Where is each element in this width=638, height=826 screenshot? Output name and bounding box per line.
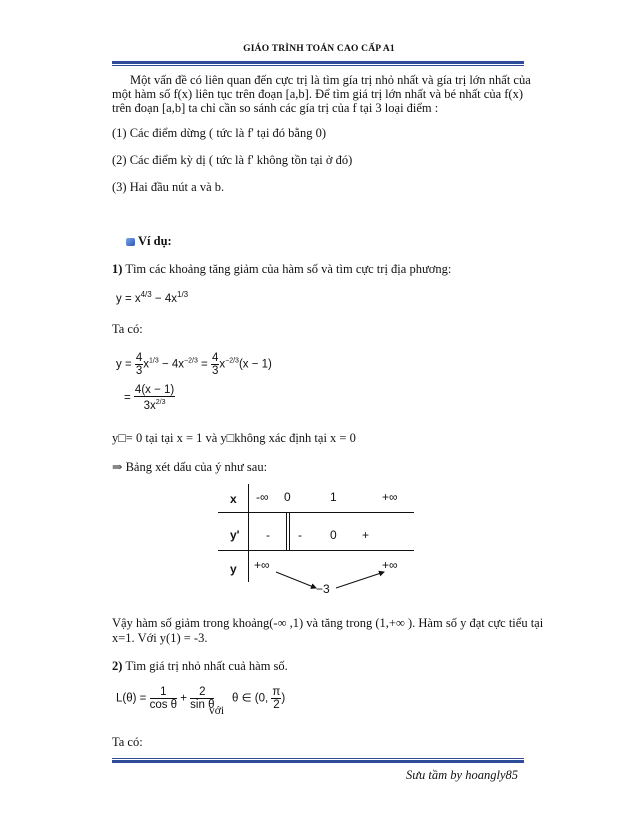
problem2-text: Tìm giá trị nhỏ nhất cuả hàm số. xyxy=(125,659,288,673)
intro-line-3: trên đoạn [a,b] ta chỉ cần so sánh các gía trị của f tại 3 loại điểm : xyxy=(112,101,439,115)
row-y-c2: −3 xyxy=(316,582,330,596)
row-y-c3: +∞ xyxy=(382,558,398,572)
conclusion-line-2: x=1. Với y(1) = -3. xyxy=(112,631,208,645)
row-yp-c2: - xyxy=(298,528,302,542)
page-header: GIÁO TRÌNH TOÁN CAO CẤP A1 xyxy=(243,44,395,54)
sign-table-intro: ⇒ Bảng xét dấu của ý như sau: xyxy=(112,460,268,474)
derivative-line-1: y = $\frac{4}{3}$ $x^{1/3} - 4x^{-2/3}$ = $\frac{4}{3}$ $x^{-2/3}(x - 1)$ xyxy=(116,352,272,377)
problem1-statement xyxy=(112,262,451,277)
intro-line-1: Một vấn đề có liên quan đến cực trị là tìm gía trị nhỏ nhất và gía trị lớn nhất của xyxy=(130,73,531,87)
bullet-icon xyxy=(126,238,135,246)
problem2-number: 2) xyxy=(112,659,123,673)
row-x-c1: -∞ xyxy=(256,490,269,504)
problem1-function: $y = x^{4/3} - 4x^{1/3}$ xyxy=(116,290,189,305)
problem1-text: Tìm các khoảng tăng giảm của hàm số và tìm cực trị địa phương: xyxy=(125,262,452,276)
row-y-label: y xyxy=(230,562,237,576)
example-heading xyxy=(126,234,172,249)
point-2: (2) Các điểm kỳ dị ( tức là f' không tồn tại ở đó) xyxy=(112,153,353,167)
decrease-arrow xyxy=(276,572,316,588)
example-heading-text: Ví dụ: xyxy=(138,234,172,248)
derivative-zero-text: y□= 0 tại tại x = 1 và y□không xác định tại x = 0 xyxy=(112,431,356,445)
point-3: (3) Hai đầu nút a và b. xyxy=(112,180,225,194)
problem2-function: L(θ) = $\frac{1}{\text{cos θ}}$ + $\frac{2}{\text{sin θ}}$ xyxy=(116,686,215,711)
row-y-c1: +∞ xyxy=(254,558,270,572)
problem1-taco: Ta có: xyxy=(112,322,143,336)
footer-credit: Sưu tầm by hoangly85 xyxy=(405,768,518,782)
row-yp-c3: 0 xyxy=(330,528,337,542)
derivative-line-2: = $\frac{4(x - 1)}{3x^{2/3}}$ xyxy=(124,384,175,412)
row-x-label: x xyxy=(230,492,237,506)
problem2-with: với xyxy=(209,705,225,717)
row-yp-c4: + xyxy=(362,528,370,542)
row-yp-c1: - xyxy=(266,528,270,542)
row-yp-label: y' xyxy=(230,528,240,542)
point-1: (1) Các điểm dừng ( tức là f' tại đó bằng 0) xyxy=(112,126,327,140)
header-rule xyxy=(112,61,524,66)
sign-table xyxy=(218,484,414,598)
problem1-number: 1) xyxy=(112,262,123,276)
row-x-c3: 1 xyxy=(330,490,337,504)
row-x-c2: 0 xyxy=(284,490,291,504)
row-x-c4: +∞ xyxy=(382,490,398,504)
problem2-statement xyxy=(112,659,288,674)
problem2-taco: Ta có: xyxy=(112,735,143,749)
footer-rule xyxy=(112,758,524,763)
conclusion-line-1: Vậy hàm số giảm trong khoảng(-∞ ,1) và tăng trong (1,+∞ ). Hàm số y đạt cực tiểu tại xyxy=(112,616,544,630)
variation-arrows xyxy=(218,484,414,598)
increase-arrow xyxy=(336,572,384,588)
intro-line-2: một hàm số f(x) liên tục trên đoạn [a,b]. Để tìm giá trị lớn nhất và bé nhất của f(x) xyxy=(112,87,523,101)
problem2-domain: θ ∈ (0, $\frac{\pi}{2}$ ) xyxy=(232,686,286,711)
